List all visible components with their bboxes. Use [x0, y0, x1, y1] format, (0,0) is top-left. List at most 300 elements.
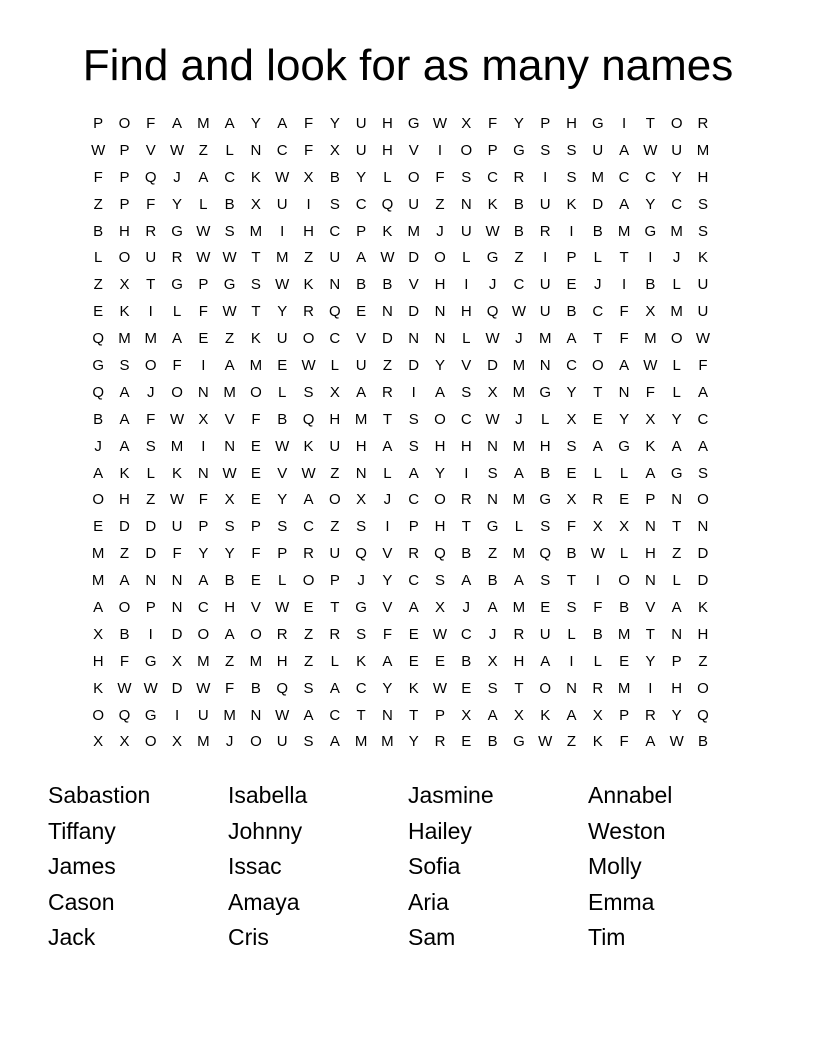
- grid-letter[interactable]: G: [513, 141, 525, 159]
- grid-letter[interactable]: X: [250, 195, 261, 213]
- grid-letter[interactable]: C: [460, 625, 472, 643]
- grid-letter[interactable]: X: [303, 168, 314, 186]
- grid-letter[interactable]: O: [171, 383, 183, 401]
- grid-letter[interactable]: K: [408, 679, 419, 697]
- grid-letter[interactable]: N: [355, 464, 367, 482]
- grid-letter[interactable]: Z: [330, 464, 340, 482]
- grid-letter[interactable]: C: [618, 168, 630, 186]
- grid-letter[interactable]: B: [540, 464, 551, 482]
- grid-letter[interactable]: F: [146, 410, 156, 428]
- grid-letter[interactable]: O: [407, 168, 420, 186]
- grid-letter[interactable]: B: [277, 410, 288, 428]
- grid-letter[interactable]: W: [275, 168, 290, 186]
- grid-letter[interactable]: J: [357, 572, 365, 590]
- grid-letter[interactable]: B: [93, 222, 104, 240]
- grid-letter[interactable]: H: [434, 437, 446, 455]
- grid-letter[interactable]: D: [408, 249, 420, 267]
- grid-letter[interactable]: S: [119, 357, 130, 375]
- grid-letter[interactable]: D: [697, 572, 709, 590]
- grid-letter[interactable]: E: [408, 625, 419, 643]
- grid-letter[interactable]: J: [488, 276, 497, 294]
- grid-letter[interactable]: X: [93, 625, 104, 643]
- grid-letter[interactable]: I: [569, 222, 574, 240]
- grid-letter[interactable]: W: [485, 222, 500, 240]
- grid-letter[interactable]: E: [303, 599, 314, 617]
- grid-letter[interactable]: R: [329, 625, 341, 643]
- grid-letter[interactable]: Z: [93, 195, 103, 213]
- grid-letter[interactable]: W: [432, 115, 448, 132]
- grid-letter[interactable]: D: [171, 679, 183, 697]
- grid-letter[interactable]: E: [408, 652, 419, 670]
- grid-letter[interactable]: I: [622, 115, 627, 132]
- grid-letter[interactable]: R: [408, 545, 420, 563]
- grid-letter[interactable]: W: [695, 330, 711, 348]
- grid-letter[interactable]: I: [543, 168, 548, 186]
- grid-letter[interactable]: S: [224, 518, 235, 536]
- grid-letter[interactable]: A: [461, 572, 472, 590]
- grid-letter[interactable]: U: [539, 276, 551, 294]
- grid-letter[interactable]: U: [408, 195, 420, 213]
- grid-letter[interactable]: W: [196, 679, 211, 697]
- grid-letter[interactable]: Y: [250, 115, 261, 132]
- grid-letter[interactable]: P: [645, 491, 656, 509]
- grid-letter[interactable]: Y: [382, 572, 393, 590]
- grid-letter[interactable]: G: [171, 222, 183, 240]
- grid-letter[interactable]: Y: [277, 303, 288, 321]
- grid-letter[interactable]: C: [671, 195, 683, 213]
- grid-letter[interactable]: Z: [698, 652, 708, 670]
- grid-letter[interactable]: G: [486, 249, 499, 267]
- grid-letter[interactable]: C: [408, 491, 420, 509]
- grid-letter[interactable]: O: [197, 625, 210, 643]
- grid-letter[interactable]: U: [329, 437, 341, 455]
- grid-letter[interactable]: L: [383, 464, 392, 482]
- grid-letter[interactable]: H: [513, 652, 525, 670]
- grid-letter[interactable]: J: [515, 330, 523, 348]
- grid-letter[interactable]: F: [172, 545, 182, 563]
- grid-letter[interactable]: G: [618, 437, 630, 455]
- grid-letter[interactable]: H: [697, 625, 709, 643]
- grid-letter[interactable]: L: [225, 141, 234, 159]
- grid-letter[interactable]: A: [329, 733, 340, 751]
- grid-letter[interactable]: U: [355, 141, 367, 159]
- grid-letter[interactable]: O: [539, 679, 552, 697]
- grid-letter[interactable]: A: [356, 249, 367, 267]
- grid-letter[interactable]: V: [277, 464, 288, 482]
- grid-letter[interactable]: M: [512, 545, 526, 563]
- grid-letter[interactable]: S: [697, 222, 708, 240]
- grid-letter[interactable]: E: [540, 599, 551, 617]
- grid-letter[interactable]: S: [408, 437, 419, 455]
- grid-letter[interactable]: E: [250, 572, 261, 590]
- grid-letter[interactable]: U: [460, 222, 472, 240]
- grid-letter[interactable]: F: [645, 383, 655, 401]
- grid-letter[interactable]: P: [198, 518, 209, 536]
- grid-letter[interactable]: L: [567, 625, 576, 643]
- grid-letter[interactable]: L: [462, 249, 471, 267]
- grid-letter[interactable]: M: [644, 330, 657, 348]
- grid-letter[interactable]: M: [144, 330, 157, 348]
- grid-letter[interactable]: N: [671, 625, 683, 643]
- grid-letter[interactable]: P: [566, 249, 577, 267]
- grid-letter[interactable]: W: [196, 222, 211, 240]
- grid-letter[interactable]: T: [382, 410, 392, 428]
- grid-letter[interactable]: O: [434, 249, 446, 267]
- grid-letter[interactable]: H: [434, 276, 446, 294]
- grid-letter[interactable]: S: [540, 518, 551, 536]
- grid-letter[interactable]: X: [435, 599, 446, 617]
- grid-letter[interactable]: E: [461, 733, 472, 751]
- grid-letter[interactable]: C: [513, 276, 525, 294]
- grid-letter[interactable]: R: [434, 733, 446, 751]
- grid-letter[interactable]: T: [356, 706, 366, 724]
- grid-letter[interactable]: J: [488, 625, 497, 643]
- grid-letter[interactable]: A: [172, 115, 183, 132]
- grid-letter[interactable]: V: [408, 141, 419, 159]
- grid-letter[interactable]: F: [488, 115, 498, 132]
- grid-letter[interactable]: N: [224, 437, 236, 455]
- grid-letter[interactable]: P: [119, 195, 130, 213]
- grid-letter[interactable]: I: [411, 383, 416, 401]
- grid-letter[interactable]: Y: [224, 545, 235, 563]
- grid-letter[interactable]: C: [697, 410, 709, 428]
- grid-letter[interactable]: I: [174, 706, 180, 724]
- grid-letter[interactable]: Y: [435, 464, 446, 482]
- grid-letter[interactable]: B: [487, 572, 498, 590]
- grid-letter[interactable]: O: [460, 141, 473, 159]
- grid-letter[interactable]: E: [619, 652, 630, 670]
- grid-letter[interactable]: B: [356, 276, 367, 294]
- grid-letter[interactable]: M: [223, 706, 236, 724]
- grid-letter[interactable]: L: [278, 383, 287, 401]
- grid-letter[interactable]: W: [275, 599, 290, 617]
- grid-letter[interactable]: L: [541, 410, 550, 428]
- grid-letter[interactable]: A: [645, 733, 656, 751]
- grid-letter[interactable]: X: [356, 491, 367, 509]
- grid-letter[interactable]: O: [670, 115, 683, 132]
- grid-letter[interactable]: V: [382, 545, 393, 563]
- grid-letter[interactable]: E: [277, 357, 288, 375]
- grid-letter[interactable]: B: [382, 276, 393, 294]
- grid-letter[interactable]: I: [595, 572, 600, 590]
- grid-letter[interactable]: U: [197, 706, 209, 724]
- grid-letter[interactable]: N: [539, 357, 551, 375]
- grid-letter[interactable]: T: [619, 249, 629, 267]
- grid-letter[interactable]: E: [93, 303, 104, 321]
- grid-letter[interactable]: A: [224, 115, 235, 132]
- grid-letter[interactable]: K: [303, 437, 314, 455]
- grid-letter[interactable]: U: [276, 195, 288, 213]
- grid-letter[interactable]: M: [381, 733, 394, 751]
- grid-letter[interactable]: A: [408, 464, 419, 482]
- grid-letter[interactable]: O: [434, 491, 446, 509]
- grid-letter[interactable]: P: [329, 572, 340, 590]
- grid-letter[interactable]: P: [356, 222, 367, 240]
- grid-letter[interactable]: L: [172, 303, 182, 321]
- grid-letter[interactable]: N: [408, 330, 420, 348]
- grid-letter[interactable]: X: [119, 733, 130, 751]
- grid-letter[interactable]: B: [119, 625, 130, 643]
- grid-letter[interactable]: K: [382, 222, 393, 240]
- grid-letter[interactable]: I: [280, 222, 285, 240]
- grid-letter[interactable]: D: [145, 518, 157, 536]
- grid-letter[interactable]: Z: [303, 625, 314, 643]
- grid-letter[interactable]: Y: [198, 545, 209, 563]
- grid-letter[interactable]: W: [117, 679, 132, 697]
- grid-letter[interactable]: P: [250, 518, 261, 536]
- grid-letter[interactable]: G: [355, 599, 367, 617]
- grid-letter[interactable]: L: [672, 276, 681, 294]
- grid-letter[interactable]: H: [381, 141, 393, 159]
- grid-letter[interactable]: G: [144, 706, 157, 724]
- grid-letter[interactable]: Z: [330, 518, 340, 536]
- grid-letter[interactable]: F: [698, 357, 708, 375]
- grid-letter[interactable]: X: [487, 383, 498, 401]
- grid-letter[interactable]: R: [171, 249, 183, 267]
- grid-letter[interactable]: N: [487, 437, 499, 455]
- grid-letter[interactable]: B: [487, 733, 498, 751]
- grid-letter[interactable]: X: [645, 303, 656, 321]
- grid-letter[interactable]: Y: [619, 410, 630, 428]
- grid-letter[interactable]: B: [461, 652, 472, 670]
- grid-letter[interactable]: Q: [328, 303, 341, 321]
- grid-letter[interactable]: F: [251, 410, 261, 428]
- grid-letter[interactable]: F: [435, 168, 445, 186]
- grid-letter[interactable]: Z: [566, 733, 577, 751]
- grid-letter[interactable]: V: [224, 410, 235, 428]
- grid-letter[interactable]: N: [381, 303, 393, 321]
- grid-letter[interactable]: A: [224, 625, 235, 643]
- grid-letter[interactable]: L: [330, 652, 339, 670]
- grid-letter[interactable]: K: [303, 276, 314, 294]
- grid-letter[interactable]: A: [408, 599, 419, 617]
- grid-letter[interactable]: J: [225, 733, 234, 751]
- grid-letter[interactable]: M: [249, 652, 263, 670]
- grid-letter[interactable]: X: [172, 733, 183, 751]
- grid-letter[interactable]: A: [93, 464, 104, 482]
- grid-letter[interactable]: H: [644, 545, 656, 563]
- grid-letter[interactable]: F: [251, 545, 261, 563]
- grid-letter[interactable]: G: [407, 115, 420, 132]
- grid-letter[interactable]: D: [408, 357, 420, 375]
- grid-letter[interactable]: W: [143, 679, 158, 697]
- grid-letter[interactable]: L: [593, 652, 602, 670]
- grid-letter[interactable]: F: [172, 357, 182, 375]
- grid-letter[interactable]: T: [251, 249, 261, 267]
- grid-letter[interactable]: M: [670, 303, 683, 321]
- grid-letter[interactable]: C: [460, 410, 472, 428]
- grid-letter[interactable]: O: [302, 330, 315, 348]
- grid-letter[interactable]: C: [644, 168, 656, 186]
- grid-letter[interactable]: Q: [539, 545, 552, 563]
- grid-letter[interactable]: W: [169, 410, 185, 428]
- grid-letter[interactable]: O: [328, 491, 341, 509]
- grid-letter[interactable]: B: [592, 222, 603, 240]
- grid-letter[interactable]: K: [697, 249, 708, 267]
- grid-letter[interactable]: A: [619, 357, 630, 375]
- grid-letter[interactable]: P: [119, 168, 130, 186]
- grid-letter[interactable]: L: [199, 195, 208, 213]
- grid-letter[interactable]: Y: [435, 357, 446, 375]
- grid-letter[interactable]: M: [512, 383, 526, 401]
- grid-letter[interactable]: E: [250, 491, 261, 509]
- grid-letter[interactable]: H: [566, 115, 577, 132]
- grid-letter[interactable]: L: [383, 168, 392, 186]
- grid-letter[interactable]: X: [329, 383, 340, 401]
- grid-letter[interactable]: L: [672, 383, 681, 401]
- grid-letter[interactable]: Q: [697, 706, 709, 724]
- grid-letter[interactable]: I: [622, 276, 627, 294]
- grid-letter[interactable]: L: [672, 357, 681, 375]
- grid-letter[interactable]: H: [276, 652, 288, 670]
- grid-letter[interactable]: W: [222, 303, 237, 321]
- grid-letter[interactable]: R: [539, 222, 551, 240]
- grid-letter[interactable]: X: [119, 276, 130, 294]
- grid-letter[interactable]: T: [461, 518, 471, 536]
- grid-letter[interactable]: D: [487, 357, 499, 375]
- grid-letter[interactable]: C: [408, 572, 420, 590]
- grid-letter[interactable]: N: [329, 276, 341, 294]
- grid-letter[interactable]: H: [355, 437, 367, 455]
- grid-letter[interactable]: K: [487, 195, 498, 213]
- grid-letter[interactable]: N: [671, 491, 683, 509]
- grid-letter[interactable]: J: [383, 491, 392, 509]
- grid-letter[interactable]: M: [696, 141, 710, 159]
- grid-letter[interactable]: E: [250, 437, 261, 455]
- grid-letter[interactable]: S: [540, 141, 551, 159]
- grid-letter[interactable]: H: [92, 652, 104, 670]
- grid-letter[interactable]: X: [619, 518, 630, 536]
- grid-letter[interactable]: M: [512, 357, 526, 375]
- grid-letter[interactable]: F: [119, 652, 130, 670]
- grid-letter[interactable]: C: [303, 518, 314, 536]
- grid-letter[interactable]: E: [93, 518, 104, 536]
- grid-letter[interactable]: U: [539, 195, 551, 213]
- grid-letter[interactable]: B: [566, 545, 577, 563]
- grid-letter[interactable]: C: [592, 303, 604, 321]
- grid-letter[interactable]: X: [566, 410, 577, 428]
- grid-letter[interactable]: Z: [225, 330, 235, 348]
- grid-letter[interactable]: Z: [146, 491, 156, 509]
- grid-letter[interactable]: D: [381, 330, 393, 348]
- grid-letter[interactable]: G: [539, 383, 552, 401]
- grid-letter[interactable]: U: [276, 733, 288, 751]
- grid-letter[interactable]: Y: [356, 168, 367, 186]
- grid-letter[interactable]: Q: [486, 303, 499, 321]
- grid-letter[interactable]: Z: [672, 545, 682, 563]
- grid-letter[interactable]: H: [303, 222, 314, 240]
- grid-letter[interactable]: M: [538, 330, 552, 348]
- grid-letter[interactable]: L: [514, 518, 524, 536]
- grid-letter[interactable]: Y: [172, 195, 183, 213]
- grid-letter[interactable]: S: [408, 410, 419, 428]
- grid-letter[interactable]: N: [434, 330, 446, 348]
- grid-letter[interactable]: U: [697, 276, 709, 294]
- grid-letter[interactable]: Z: [198, 141, 208, 159]
- grid-letter[interactable]: L: [278, 572, 287, 590]
- grid-letter[interactable]: W: [301, 464, 316, 482]
- grid-letter[interactable]: N: [381, 706, 393, 724]
- grid-letter[interactable]: X: [487, 652, 498, 670]
- grid-letter[interactable]: Y: [645, 652, 656, 670]
- grid-letter[interactable]: B: [592, 625, 603, 643]
- grid-letter[interactable]: S: [697, 195, 708, 213]
- grid-letter[interactable]: W: [432, 625, 448, 643]
- grid-letter[interactable]: M: [670, 222, 683, 240]
- grid-letter[interactable]: R: [303, 303, 314, 321]
- grid-letter[interactable]: J: [515, 410, 523, 428]
- grid-letter[interactable]: P: [198, 276, 209, 294]
- grid-letter[interactable]: W: [485, 410, 500, 428]
- grid-letter[interactable]: F: [619, 330, 629, 348]
- grid-letter[interactable]: U: [671, 141, 683, 159]
- grid-letter[interactable]: O: [302, 572, 315, 590]
- grid-letter[interactable]: G: [171, 276, 183, 294]
- grid-letter[interactable]: M: [512, 599, 526, 617]
- grid-letter[interactable]: X: [224, 491, 235, 509]
- grid-letter[interactable]: A: [277, 115, 288, 132]
- grid-letter[interactable]: A: [671, 599, 682, 617]
- grid-letter[interactable]: I: [437, 141, 443, 159]
- grid-letter[interactable]: B: [224, 195, 235, 213]
- grid-letter[interactable]: S: [356, 625, 367, 643]
- grid-letter[interactable]: F: [619, 733, 629, 751]
- grid-letter[interactable]: I: [148, 303, 153, 321]
- grid-letter[interactable]: Y: [513, 115, 524, 132]
- grid-letter[interactable]: S: [487, 464, 498, 482]
- grid-letter[interactable]: I: [648, 249, 653, 267]
- grid-letter[interactable]: H: [119, 222, 130, 240]
- grid-letter[interactable]: U: [276, 330, 288, 348]
- grid-letter[interactable]: R: [381, 383, 393, 401]
- grid-letter[interactable]: L: [593, 464, 602, 482]
- grid-letter[interactable]: A: [382, 437, 393, 455]
- grid-letter[interactable]: J: [672, 249, 681, 267]
- grid-letter[interactable]: Y: [645, 195, 656, 213]
- grid-letter[interactable]: N: [644, 518, 656, 536]
- grid-letter[interactable]: A: [487, 706, 498, 724]
- grid-letter[interactable]: L: [93, 249, 103, 267]
- grid-letter[interactable]: C: [197, 599, 209, 617]
- grid-letter[interactable]: K: [356, 652, 367, 670]
- grid-letter[interactable]: P: [145, 599, 156, 617]
- grid-letter[interactable]: H: [224, 599, 236, 617]
- grid-letter[interactable]: F: [619, 303, 629, 321]
- grid-letter[interactable]: A: [172, 330, 183, 348]
- grid-letter[interactable]: E: [566, 276, 577, 294]
- grid-letter[interactable]: W: [301, 357, 316, 375]
- grid-letter[interactable]: U: [355, 357, 367, 375]
- grid-letter[interactable]: T: [645, 625, 655, 643]
- grid-letter[interactable]: A: [540, 652, 551, 670]
- grid-letter[interactable]: U: [697, 303, 709, 321]
- grid-letter[interactable]: B: [513, 195, 524, 213]
- grid-letter[interactable]: O: [92, 491, 104, 509]
- grid-letter[interactable]: K: [697, 599, 708, 617]
- grid-letter[interactable]: A: [435, 383, 446, 401]
- grid-letter[interactable]: G: [92, 357, 104, 375]
- grid-letter[interactable]: Q: [92, 383, 104, 401]
- grid-letter[interactable]: E: [198, 330, 209, 348]
- grid-letter[interactable]: A: [513, 572, 524, 590]
- grid-letter[interactable]: S: [697, 464, 708, 482]
- grid-letter[interactable]: K: [250, 330, 261, 348]
- grid-letter[interactable]: N: [250, 706, 262, 724]
- grid-letter[interactable]: Q: [302, 410, 315, 428]
- grid-letter[interactable]: A: [697, 383, 708, 401]
- grid-letter[interactable]: B: [250, 679, 261, 697]
- grid-letter[interactable]: G: [144, 652, 157, 670]
